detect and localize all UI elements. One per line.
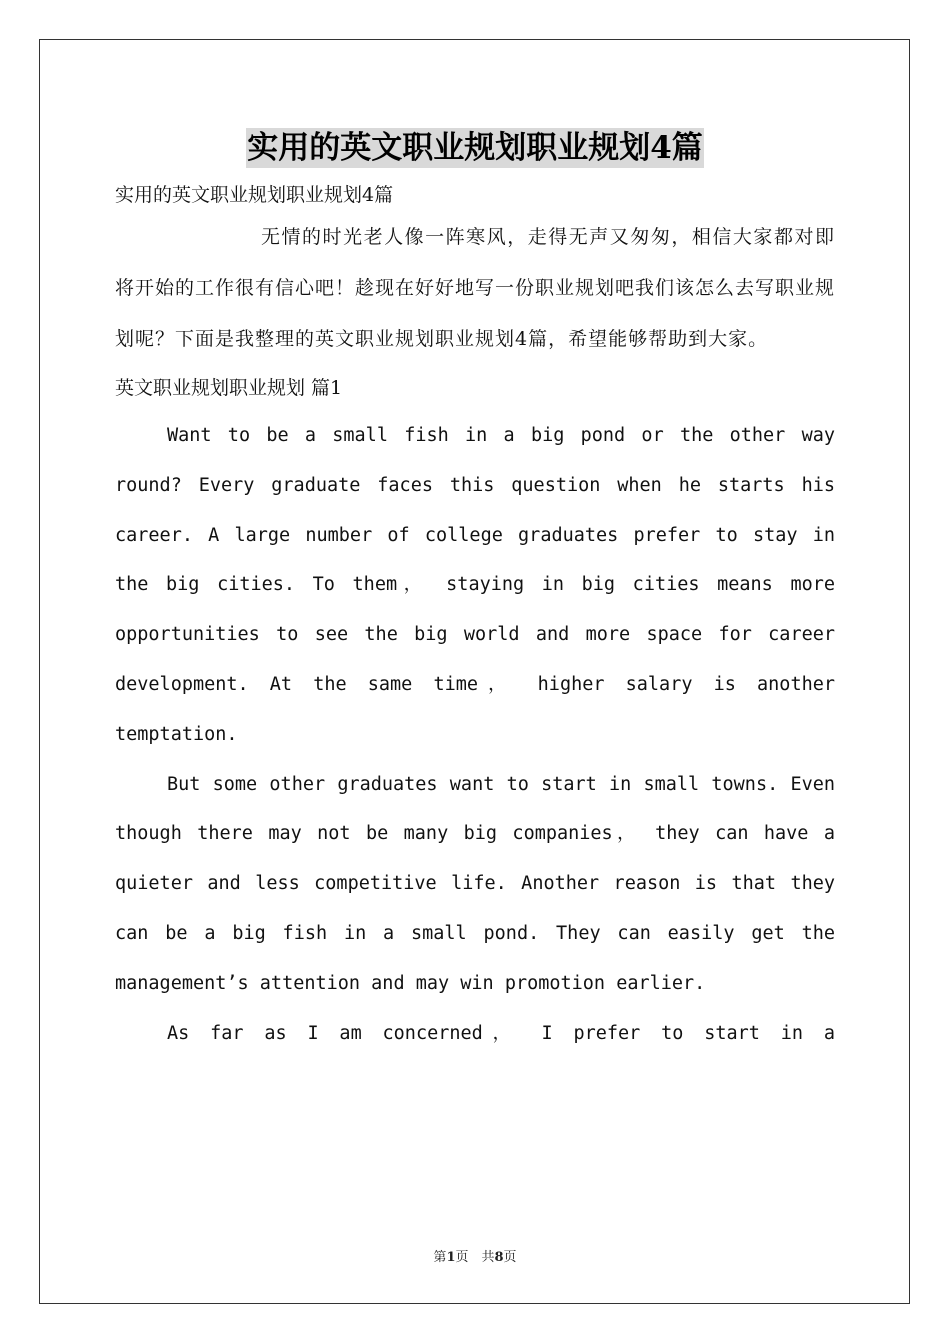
section-heading: 英文职业规划职业规划 篇1 bbox=[115, 377, 343, 399]
document-body bbox=[115, 128, 835, 1058]
english-paragraph-2: But some other graduates want to start in small towns. Even though there may not be many big companies， they can have a quieter and less competitive life. Another reason is that they can be a big fish in a small pond. They can easily get the management’s attention and may win promotion earlier. bbox=[115, 773, 835, 994]
footer-middle: 页 共 bbox=[455, 1250, 495, 1265]
intro-paragraph: 无情的时光老人像一阵寒风，走得无声又匆匆，相信大家都对即将开始的工作很有信心吧！趁现在好好地写一份职业规划吧我们该怎么去写职业规划呢？下面是我整理的英文职业规划职业规划4篇，希望能够帮助到大家。 bbox=[115, 226, 836, 350]
footer-suffix: 页 bbox=[503, 1250, 517, 1265]
footer-prefix: 第 bbox=[433, 1250, 447, 1265]
document-title: 实用的英文职业规划职业规划4篇 bbox=[247, 130, 703, 166]
footer-total-pages: 8 bbox=[494, 1250, 504, 1265]
page-footer bbox=[0, 1246, 950, 1265]
document-subtitle: 实用的英文职业规划职业规划4篇 bbox=[115, 184, 394, 206]
footer-current-page: 1 bbox=[446, 1250, 456, 1265]
title-block bbox=[115, 128, 835, 170]
english-paragraph-3: As far as I am concerned， I prefer to start in a bbox=[167, 1022, 835, 1044]
english-paragraph-1: Want to be a small fish in a big pond or the other way round? Every graduate faces this question when he starts his career. A large number of college graduates prefer to stay in the big cities. To them， staying in big cities means more opportunities to see the big world and more space for career development. At the same time， higher salary is another temptation. bbox=[115, 425, 835, 745]
